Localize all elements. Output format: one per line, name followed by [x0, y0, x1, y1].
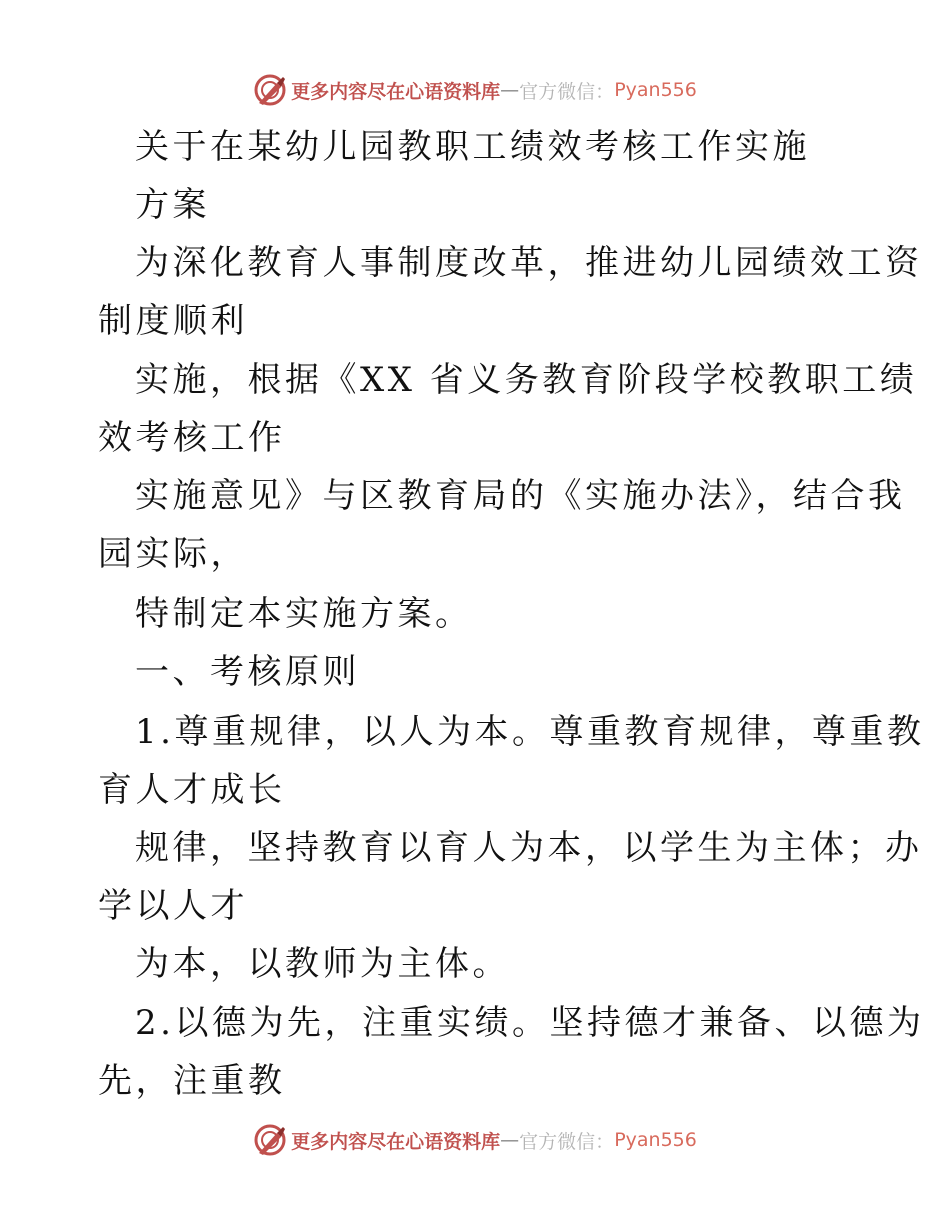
paragraph-line: 先，注重教 — [98, 1061, 286, 1101]
pen-logo-icon — [253, 73, 287, 107]
watermark-site-name: 更多内容尽在心语资料库 — [291, 80, 501, 103]
document-title-line-2: 方案 — [135, 185, 210, 225]
paragraph-line: 效考核工作 — [98, 418, 286, 458]
paragraph-line: 学以人才 — [98, 886, 248, 926]
watermark-dash: — — [500, 1129, 520, 1151]
paragraph-line: 特制定本实施方案。 — [135, 594, 473, 634]
watermark-wechat-id: Pyan556 — [614, 1129, 697, 1151]
paragraph-line: 1.尊重规律，以人为本。尊重教育规律，尊重教 — [135, 712, 925, 752]
footer-watermark — [0, 1120, 950, 1160]
paragraph-line: 制度顺利 — [98, 301, 248, 341]
document-title-line-1: 关于在某幼儿园教职工绩效考核工作实施 — [135, 127, 810, 167]
paragraph-line: 为深化教育人事制度改革，推进幼儿园绩效工资 — [135, 243, 923, 283]
watermark-dash: — — [500, 79, 520, 101]
watermark-site-name: 更多内容尽在心语资料库 — [291, 1130, 501, 1153]
section-heading: 一、考核原则 — [135, 652, 360, 692]
paragraph-line: 2.以德为先，注重实绩。坚持德才兼备、以德为 — [135, 1003, 925, 1043]
paragraph-line: 实施意见》与区教育局的《实施办法》，结合我 — [135, 476, 906, 516]
watermark-wechat-id: Pyan556 — [614, 79, 697, 101]
paragraph-line: 育人才成长 — [98, 770, 286, 810]
paragraph-line: 实施，根据《XX 省义务教育阶段学校教职工绩 — [135, 360, 918, 400]
paragraph-line: 规律，坚持教育以育人为本，以学生为主体；办 — [135, 828, 923, 868]
paragraph-line: 为本，以教师为主体。 — [135, 944, 510, 984]
watermark-wechat-label: 官方微信： — [519, 1130, 615, 1153]
header-watermark — [0, 70, 950, 110]
paragraph-line: 园实际， — [98, 534, 248, 574]
pen-logo-icon — [253, 1123, 287, 1157]
watermark-wechat-label: 官方微信： — [519, 80, 615, 103]
